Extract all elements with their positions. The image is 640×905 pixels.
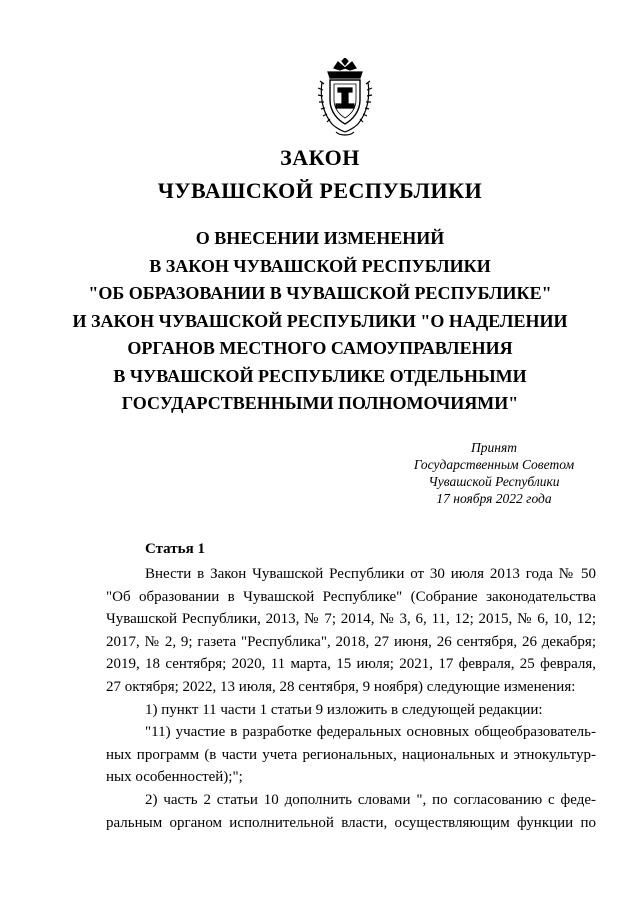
- adoption-line: Государственным Советом: [413, 457, 575, 472]
- subtitle-line: "ОБ ОБРАЗОВАНИИ В ЧУВАШСКОЙ РЕСПУБЛИКЕ": [88, 283, 552, 303]
- subtitle-line: О ВНЕСЕНИИ ИЗМЕНЕНИЙ: [195, 228, 445, 248]
- body-line: Чувашской Республики, 2013, № 7; 2014, № 3, 6, 11, 12; 2015, № 6, 10, 12;: [106, 611, 596, 628]
- body-line: 2) часть 2 статьи 10 дополнить словами ", по согласованию с феде-: [145, 792, 596, 808]
- title-line-2: ЧУВАШСКОЙ РЕСПУБЛИКИ: [157, 178, 483, 203]
- body-line: ральным органом исполнительной власти, осуществляющим функции по: [106, 814, 596, 831]
- adoption-date: 17 ноября 2022 года: [436, 491, 552, 506]
- body-line: Внести в Закон Чувашской Республики от 30 июля 2013 года № 50: [145, 566, 596, 582]
- subtitle-line: В ЧУВАШСКОЙ РЕСПУБЛИКЕ ОТДЕЛЬНЫМИ: [113, 365, 527, 386]
- body-line: 27 октября; 2022, 13 июля, 28 сентября, 9 ноября) следующие изменения:: [106, 679, 576, 695]
- subtitle-line: В ЗАКОН ЧУВАШСКОЙ РЕСПУБЛИКИ: [149, 255, 491, 276]
- adoption-line: Чувашской Республики: [428, 474, 560, 489]
- body-line: ных особенностей);";: [106, 769, 243, 786]
- body-line: 1) пункт 11 части 1 статьи 9 изложить в следующей редакции:: [145, 701, 543, 718]
- article-heading: Статья 1: [145, 541, 205, 557]
- adoption-note: [390, 439, 598, 507]
- subtitle-line: И ЗАКОН ЧУВАШСКОЙ РЕСПУБЛИКИ "О НАДЕЛЕНИИ: [72, 310, 568, 331]
- law-subtitle: [0, 225, 640, 418]
- body-line: "Об образовании в Чувашской Республике" (Собрание законодательства: [106, 588, 596, 605]
- subtitle-line: ОРГАНОВ МЕСТНОГО САМОУПРАВЛЕНИЯ: [127, 338, 513, 358]
- chuvash-emblem-icon: [314, 58, 376, 142]
- adoption-line: Принят: [471, 440, 517, 455]
- body-line: 2019, 18 сентября; 2020, 11 марта, 15 июля; 2021, 17 февраля, 25 февраля,: [106, 656, 596, 673]
- body-line: ных программ (в части учета региональных, национальных и этнокультур-: [106, 746, 596, 763]
- body-line: "11) участие в разработке федеральных основных общеобразователь-: [145, 724, 596, 741]
- body-line: 2017, № 2, 9; газета "Республика", 2018, 27 июня, 26 сентября, 26 декабря;: [106, 633, 596, 650]
- title-line-1: ЗАКОН: [280, 145, 360, 170]
- subtitle-line: ГОСУДАРСТВЕННЫМИ ПОЛНОМОЧИЯМИ": [121, 393, 519, 413]
